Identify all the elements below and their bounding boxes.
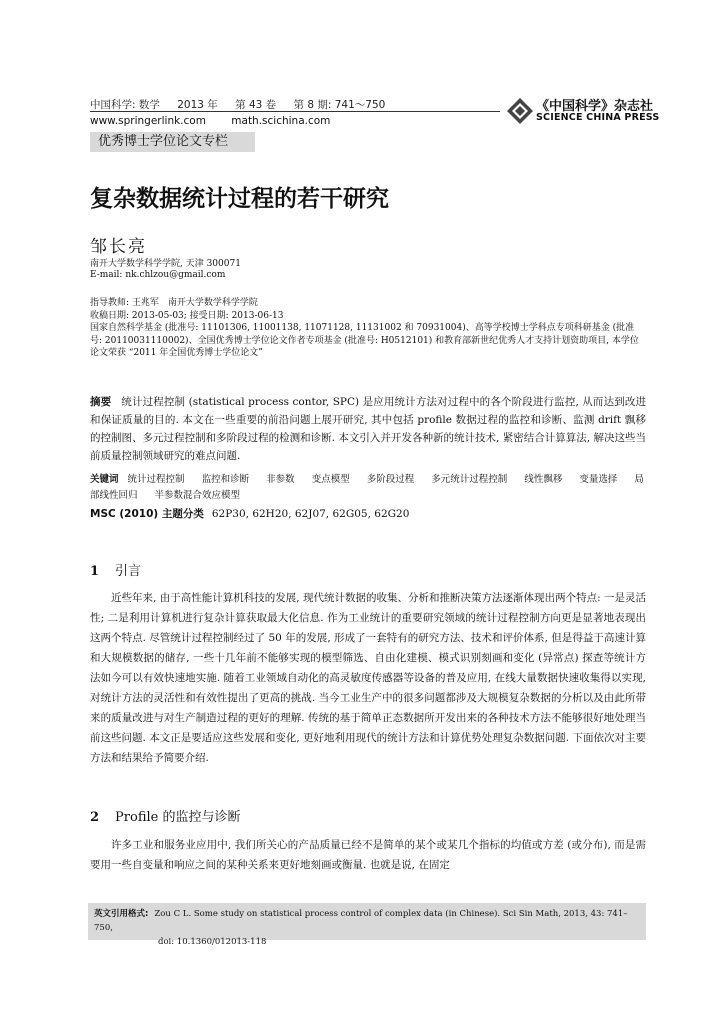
keyword: 局部线性回归	[90, 474, 644, 501]
url-scichina[interactable]: math.scichina.com	[231, 115, 331, 127]
publisher-name-cn: 《中国科学》杂志社	[536, 99, 654, 114]
abstract-text: 统计过程控制 (statistical process contor, SPC) 是应用统计方法对过程中的各个阶段进行监控, 从而达到改进和保证质量的目的. 本文在一些重要的前沿问题上展开研究, 其中包括 profile 数据过程的监控和诊断、监测 drift 飘移的控制图、多元过程控制和多阶段过程的检测和诊断. 本文引入并开发各种新的统计技术, 紧密结合计算算法, 解决这些当前质量控制领域研究的难点问题.	[90, 396, 647, 462]
section-heading	[90, 560, 141, 579]
msc-classification	[90, 506, 409, 521]
keyword: 统计过程控制	[127, 474, 185, 485]
keywords-label: 关键词	[90, 474, 119, 485]
author-email[interactable]: E-mail: nk.chlzou@gmail.com	[90, 270, 226, 280]
keywords	[90, 472, 646, 504]
journal-name: 中国科学: 数学	[90, 99, 160, 111]
section-paragraph: 许多工业和服务业应用中, 我们所关心的产品质量已经不是简单的某个或某几个指标的均值或方差 (或分布), 而是需要用一些自变量和响应之间的某种关系来更好地刻画或衡量. 也就是说, 在固定	[90, 839, 646, 871]
header-rule	[90, 111, 500, 112]
section-title: Profile 的监控与诊断	[115, 810, 241, 825]
section-number: 1	[90, 564, 100, 579]
citation-line	[94, 907, 640, 935]
keyword: 半参数混合效应模型	[154, 490, 241, 501]
paper-title: 复杂数据统计过程的若干研究	[90, 186, 389, 212]
section-title: 引言	[115, 564, 142, 579]
citation-box	[88, 903, 646, 947]
keyword: 线性飘移	[524, 474, 563, 485]
msc-codes: 62P30, 62H20, 62J07, 62G05, 62G20	[211, 508, 410, 520]
science-china-logo-icon	[506, 97, 534, 125]
keyword: 多元统计过程控制	[431, 474, 508, 485]
section-number: 2	[90, 810, 100, 825]
author-name: 邹长亮	[90, 237, 147, 257]
author-affiliation: 南开大学数学科学学院, 天津 300071	[90, 259, 241, 269]
section-paragraph: 近些年来, 由于高性能计算机科技的发展, 现代统计数据的收集、分析和推断决策方法逐渐体现出两个特点: 一是灵活性; 二是利用计算机进行复杂计算获取最大化信息. 作为工业统计的重要研究领域的统计过程控制方向更是显著地表现出这两个特点. 尽管统计过程控制经过了 50 年的发展, 形成了一套特有的研究方法、技术和评价体系, 但是得益于高速计算和大规模数据的储存, 一些十几年前不能够实现的模型筛选、自由化建模、模式识别刻画和变化 (异常点) 探查等统计方法如今可以有效快速地实施. 随着工业领域自动化的高灵敏度传感器等设备的普及应用, 在线大量数据快速收集得以实现, 对统计方法的灵活性和有效性提出了更高的挑战. 当今工业生产中的很多问题都涉及大规模复杂数据的分析以及由此所带来的质量改进与对生产制造过程的更好的理解. 传统的基于简单正态数据所开发出来的各种技术方法不能够很好地处理当前这些问题. 本文正是要适应这些发展和变化, 更好地利用现代的统计方法和计算优势处理复杂数据问题. 下面依次对主要方法和结果给予简要介绍.	[90, 592, 646, 764]
msc-label: MSC (2010) 主题分类	[90, 508, 204, 520]
url-springer[interactable]: www.springerlink.com	[90, 115, 206, 127]
advisor-line: 指导教师: 王兆军 南开大学数学科学学院	[90, 298, 258, 308]
journal-volume: 第 43 卷	[235, 99, 277, 111]
keyword: 非参数	[266, 474, 295, 485]
abstract	[90, 393, 646, 465]
journal-issue-pages: 第 8 期: 741～750	[293, 99, 386, 111]
citation-text: Zou C L. Some study on statistical process control of complex data (in Chinese). Sci Sin Math, 2013, 43: 741–750,	[94, 909, 628, 933]
publisher-name-en: SCIENCE CHINA PRESS	[536, 112, 660, 123]
keyword: 变量选择	[579, 474, 618, 485]
abstract-label: 摘要	[90, 396, 112, 408]
section-heading	[90, 806, 241, 825]
keyword: 监控和诊断	[201, 474, 250, 485]
dates-line: 收稿日期: 2013-05-03; 接受日期: 2013-06-13	[90, 310, 284, 321]
citation-doi[interactable]: doi: 10.1360/012013-118	[158, 937, 267, 947]
journal-header	[90, 97, 399, 112]
column-tag: 优秀博士学位论文专栏	[90, 132, 255, 152]
citation-label: 英文引用格式:	[94, 909, 149, 919]
journal-year: 2013 年	[177, 99, 218, 111]
keyword: 多阶段过程	[366, 474, 415, 485]
keyword: 变点模型	[311, 474, 350, 485]
journal-urls	[90, 115, 352, 127]
paper-meta	[90, 297, 646, 360]
publisher-logo	[506, 95, 660, 127]
funding-text: 国家自然科学基金 (批准号: 11101306, 11001138, 11071128, 11131002 和 70931004)、高等学校博士学科点专项科研基金 (批准号: 20110031110002)、全国优秀博士学位论文作者专项基金 (批准号: H0512101) 和教育部新世纪优秀人才支持计划资助项目, 本学位论文荣获 “2011 年全国优秀博士学位论文”	[90, 323, 639, 358]
